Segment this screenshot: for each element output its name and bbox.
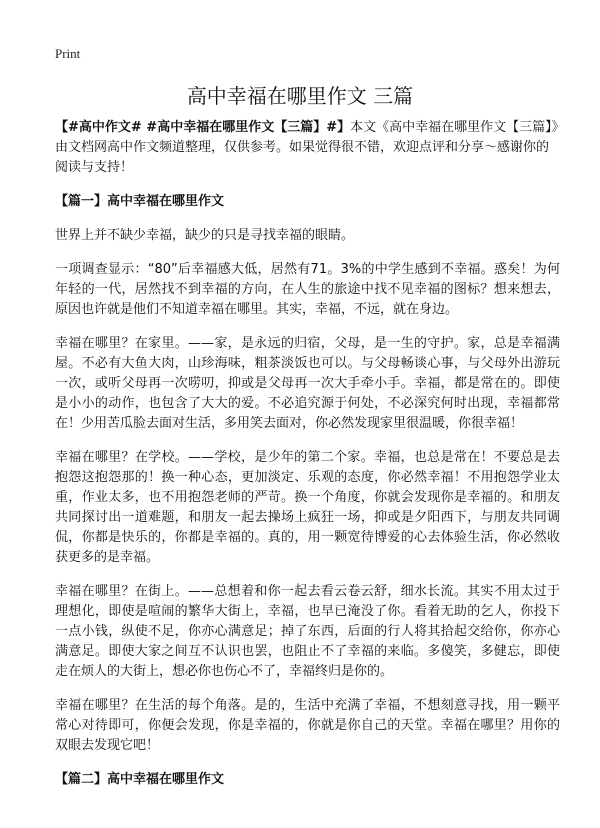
paragraph: 幸福在哪里？在学校。——学校，是少年的第二个家。幸福，也总是常在！不要总是去抱怨这抱怨那的！换一种心态，更加淡定、乐观的态度，你必然幸福！不用抱怨学业太重，作业太多，也不用抱怨老师的严苛。换一个角度，你就会发现你是幸福的。和朋友共同探讨出一道难题，和朋友一起去操场上疯狂一场，抑或是夕阳西下，与朋友共同调侃，你都是快乐的，你都是幸福的。真的，用一颗宽待博爱的心去体验生活，你必然收获更多的是幸福。 — [55, 450, 560, 565]
paragraph: 一项调查显示：“80”后幸福感大低，居然有71。3%的中学生感到不幸福。惑矣！为何年轻的一代，居然找不到幸福的方向，在人生的旅途中找不见幸福的图标？想来想去，原因也许就是他们不知道幸福在哪里。其实，幸福，不远，就在身边。 — [55, 262, 560, 317]
intro-text: 本文《高中幸福在哪里作文【三篇】》由文档网高中作文频道整理，仅供参考。如果觉得很不错，欢迎点评和分享～感谢你的阅读与支持！ — [55, 120, 559, 175]
article-body — [55, 118, 560, 804]
paragraph: 世界上并不缺少幸福，缺少的只是寻找幸福的眼睛。 — [55, 228, 355, 243]
paragraph: 幸福在哪里？在生活的每个角落。是的，生活中充满了幸福，不想刻意寻找，用一颗平常心对待即可，你便会发现，你是幸福的，你就是你自己的天堂。幸福在哪里？用你的双眼去发现它吧！ — [55, 698, 560, 753]
page-title: 高中幸福在哪里作文 三篇 — [186, 84, 414, 108]
section-heading-2: 【篇二】高中幸福在哪里作文 — [55, 772, 225, 787]
paragraph: 幸福在哪里？在家里。——家，是永远的归宿，父母，是一生的守护。家，总是幸福满屋。不必有大鱼大肉，山珍海味，粗茶淡饭也可以。与父母畅谈心事，与父母外出游玩一次，或听父母再一次唠叨，抑或是父母再一次大手牵小手。幸福，都是常在的。即使是小小的动作，也包含了大大的爱。不必追究源于何处，不必深究何时出现，幸福都常在！少用苦瓜脸去面对生活，多用笑去面对，你必然发现家里很温暖，你很幸福！ — [55, 336, 560, 431]
intro-paragraph — [55, 118, 560, 178]
section-heading-1: 【篇一】高中幸福在哪里作文 — [55, 194, 225, 209]
print-link[interactable]: Print — [55, 46, 81, 61]
intro-tags: 【#高中作文# #高中幸福在哪里作文【三篇】#】 — [55, 120, 351, 135]
paragraph: 幸福在哪里？在街上。——总想着和你一起去看云卷云舒，细水长流。其实不用太过于理想化，即使是喧闹的繁华大街上，幸福，也早已淹没了你。看着无助的乞人，你投下一点小钱，纵使不足，你亦心满意足；掉了东西，后面的行人将其拾起交给你，你亦心满意足。即使大家之间互不认识也罢，也阻止不了幸福的来临。多傻笑，多健忘，即使走在烦人的大街上，想必你也伤心不了，幸福终归是你的。 — [55, 584, 560, 679]
